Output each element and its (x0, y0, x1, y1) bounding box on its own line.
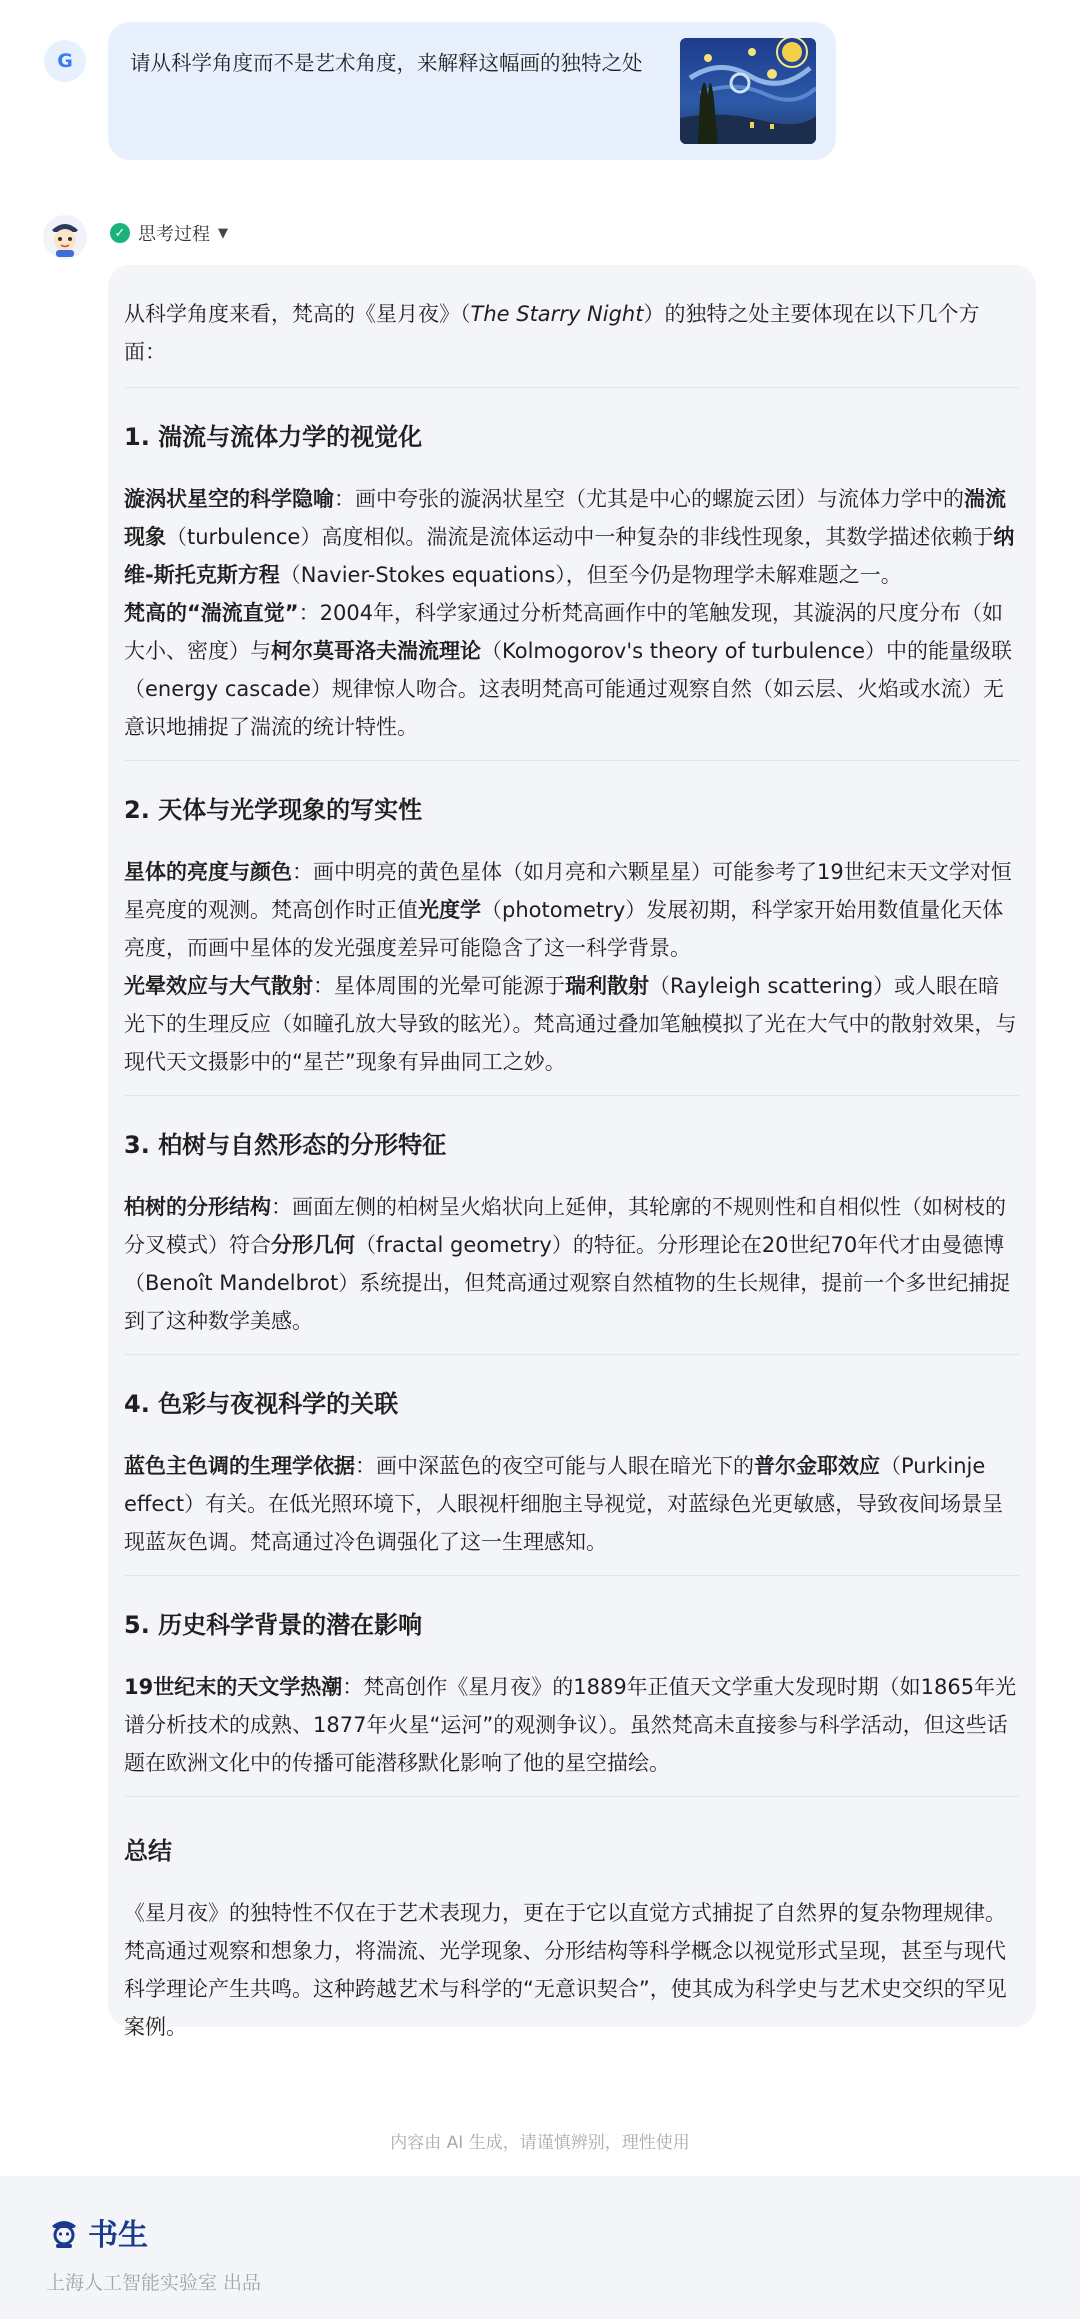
section-heading: 1. 湍流与流体力学的视觉化 (124, 423, 423, 451)
user-avatar: G (44, 40, 86, 82)
divider (124, 1796, 1020, 1797)
section-paragraph: 漩涡状星空的科学隐喻：画中夸张的漩涡状星空（尤其是中心的螺旋云团）与流体力学中的湍流现象（turbulence）高度相似。湍流是流体运动中一种复杂的非线性现象，其数学描述依赖于纳维-斯托克斯方程（Navier-Stokes equations），但至今仍是物理学未解难题之一。 (124, 487, 1015, 587)
attached-image-thumbnail[interactable] (680, 38, 816, 144)
ai-disclaimer: 内容由 AI 生成，请谨慎辨别，理性使用 (390, 2133, 690, 2153)
thinking-label: 思考过程 (138, 224, 210, 245)
section-paragraph: 星体的亮度与颜色：画中明亮的黄色星体（如月亮和六颗星星）可能参考了19世纪末天文学对恒星亮度的观测。梵高创作时正值光度学（photometry）发展初期，科学家开始用数值量化天体亮度，而画中星体的发光强度差异可能隐含了这一科学背景。 (124, 860, 1012, 960)
divider (124, 760, 1020, 761)
section-paragraph: 柏树的分形结构：画面左侧的柏树呈火焰状向上延伸，其轮廓的不规则性和自相似性（如树枝的分叉模式）符合分形几何（fractal geometry）的特征。分形理论在20世纪70年代才由曼德博（Benoît Mandelbrot）系统提出，但梵高通过观察自然植物的生长规律，提前一个多世纪捕捉到了这种数学美感。 (124, 1195, 1011, 1333)
section-heading: 5. 历史科学背景的潜在影响 (124, 1611, 423, 1639)
caret-down-icon: ▼ (218, 225, 228, 241)
section-heading: 3. 柏树与自然形态的分形特征 (124, 1131, 447, 1159)
divider (124, 1354, 1020, 1355)
summary-text: 《星月夜》的独特性不仅在于艺术表现力，更在于它以直觉方式捕捉了自然界的复杂物理规律。梵高通过观察和想象力，将湍流、光学现象、分形结构等科学概念以视觉形式呈现，甚至与现代科学理论产生共鸣。这种跨越艺术与科学的“无意识契合”，使其成为科学史与艺术史交织的罕见案例。 (124, 1901, 1007, 2039)
section-paragraph: 光晕效应与大气散射：星体周围的光晕可能源于瑞利散射（Rayleigh scattering）或人眼在暗光下的生理反应（如瞳孔放大导致的眩光）。梵高通过叠加笔触模拟了光在大气中的散射效果，与现代天文摄影中的“星芒”现象有异曲同工之妙。 (124, 974, 1017, 1074)
check-icon: ✓ (110, 223, 130, 243)
footer-credit: 上海人工智能实验室 出品 (46, 2272, 262, 2294)
brand-name: 书生 (88, 2218, 148, 2253)
footer (0, 2176, 1080, 2319)
summary-heading: 总结 (124, 1837, 172, 1865)
answer-sections (124, 387, 1020, 1796)
answer-intro: 从科学角度来看，梵高的《星月夜》（The Starry Night）的独特之处主要体现在以下几个方面： (124, 302, 980, 364)
assistant-avatar (42, 214, 88, 260)
section-paragraph: 19世纪末的天文学热潮：梵高创作《星月夜》的1889年正值天文学重大发现时期（如1865年光谱分析技术的成熟、1877年火星“运河”的观测争议）。虽然梵高未直接参与科学活动，但这些话题在欧洲文化中的传播可能潜移默化影响了他的星空描绘。 (124, 1675, 1017, 1775)
section-paragraph: 梵高的“湍流直觉”：2004年，科学家通过分析梵高画作中的笔触发现，其漩涡的尺度分布（如大小、密度）与柯尔莫哥洛夫湍流理论（Kolmogorov's theory of turbulence）中的能量级联（energy cascade）规律惊人吻合。这表明梵高可能通过观察自然（如云层、火焰或水流）无意识地捕捉了湍流的统计特性。 (124, 601, 1013, 739)
divider (124, 1095, 1020, 1096)
divider (124, 387, 1020, 388)
user-message-bubble (108, 22, 836, 160)
section-paragraph: 蓝色主色调的生理学依据：画中深蓝色的夜空可能与人眼在暗光下的普尔金耶效应（Purkinje effect）有关。在低光照环境下，人眼视杆细胞主导视觉，对蓝绿色光更敏感，导致夜间场景呈现蓝灰色调。梵高通过冷色调强化了这一生理感知。 (124, 1454, 1004, 1554)
user-message-text: 请从科学角度而不是艺术角度，来解释这幅画的独特之处 (130, 51, 643, 75)
divider (124, 1575, 1020, 1576)
brand-mascot-icon (46, 2214, 82, 2250)
brand-logo[interactable] (46, 2210, 148, 2254)
assistant-answer (108, 265, 1036, 2039)
thinking-process-toggle[interactable] (110, 220, 228, 246)
section-heading: 2. 天体与光学现象的写实性 (124, 796, 423, 824)
section-heading: 4. 色彩与夜视科学的关联 (124, 1390, 399, 1418)
